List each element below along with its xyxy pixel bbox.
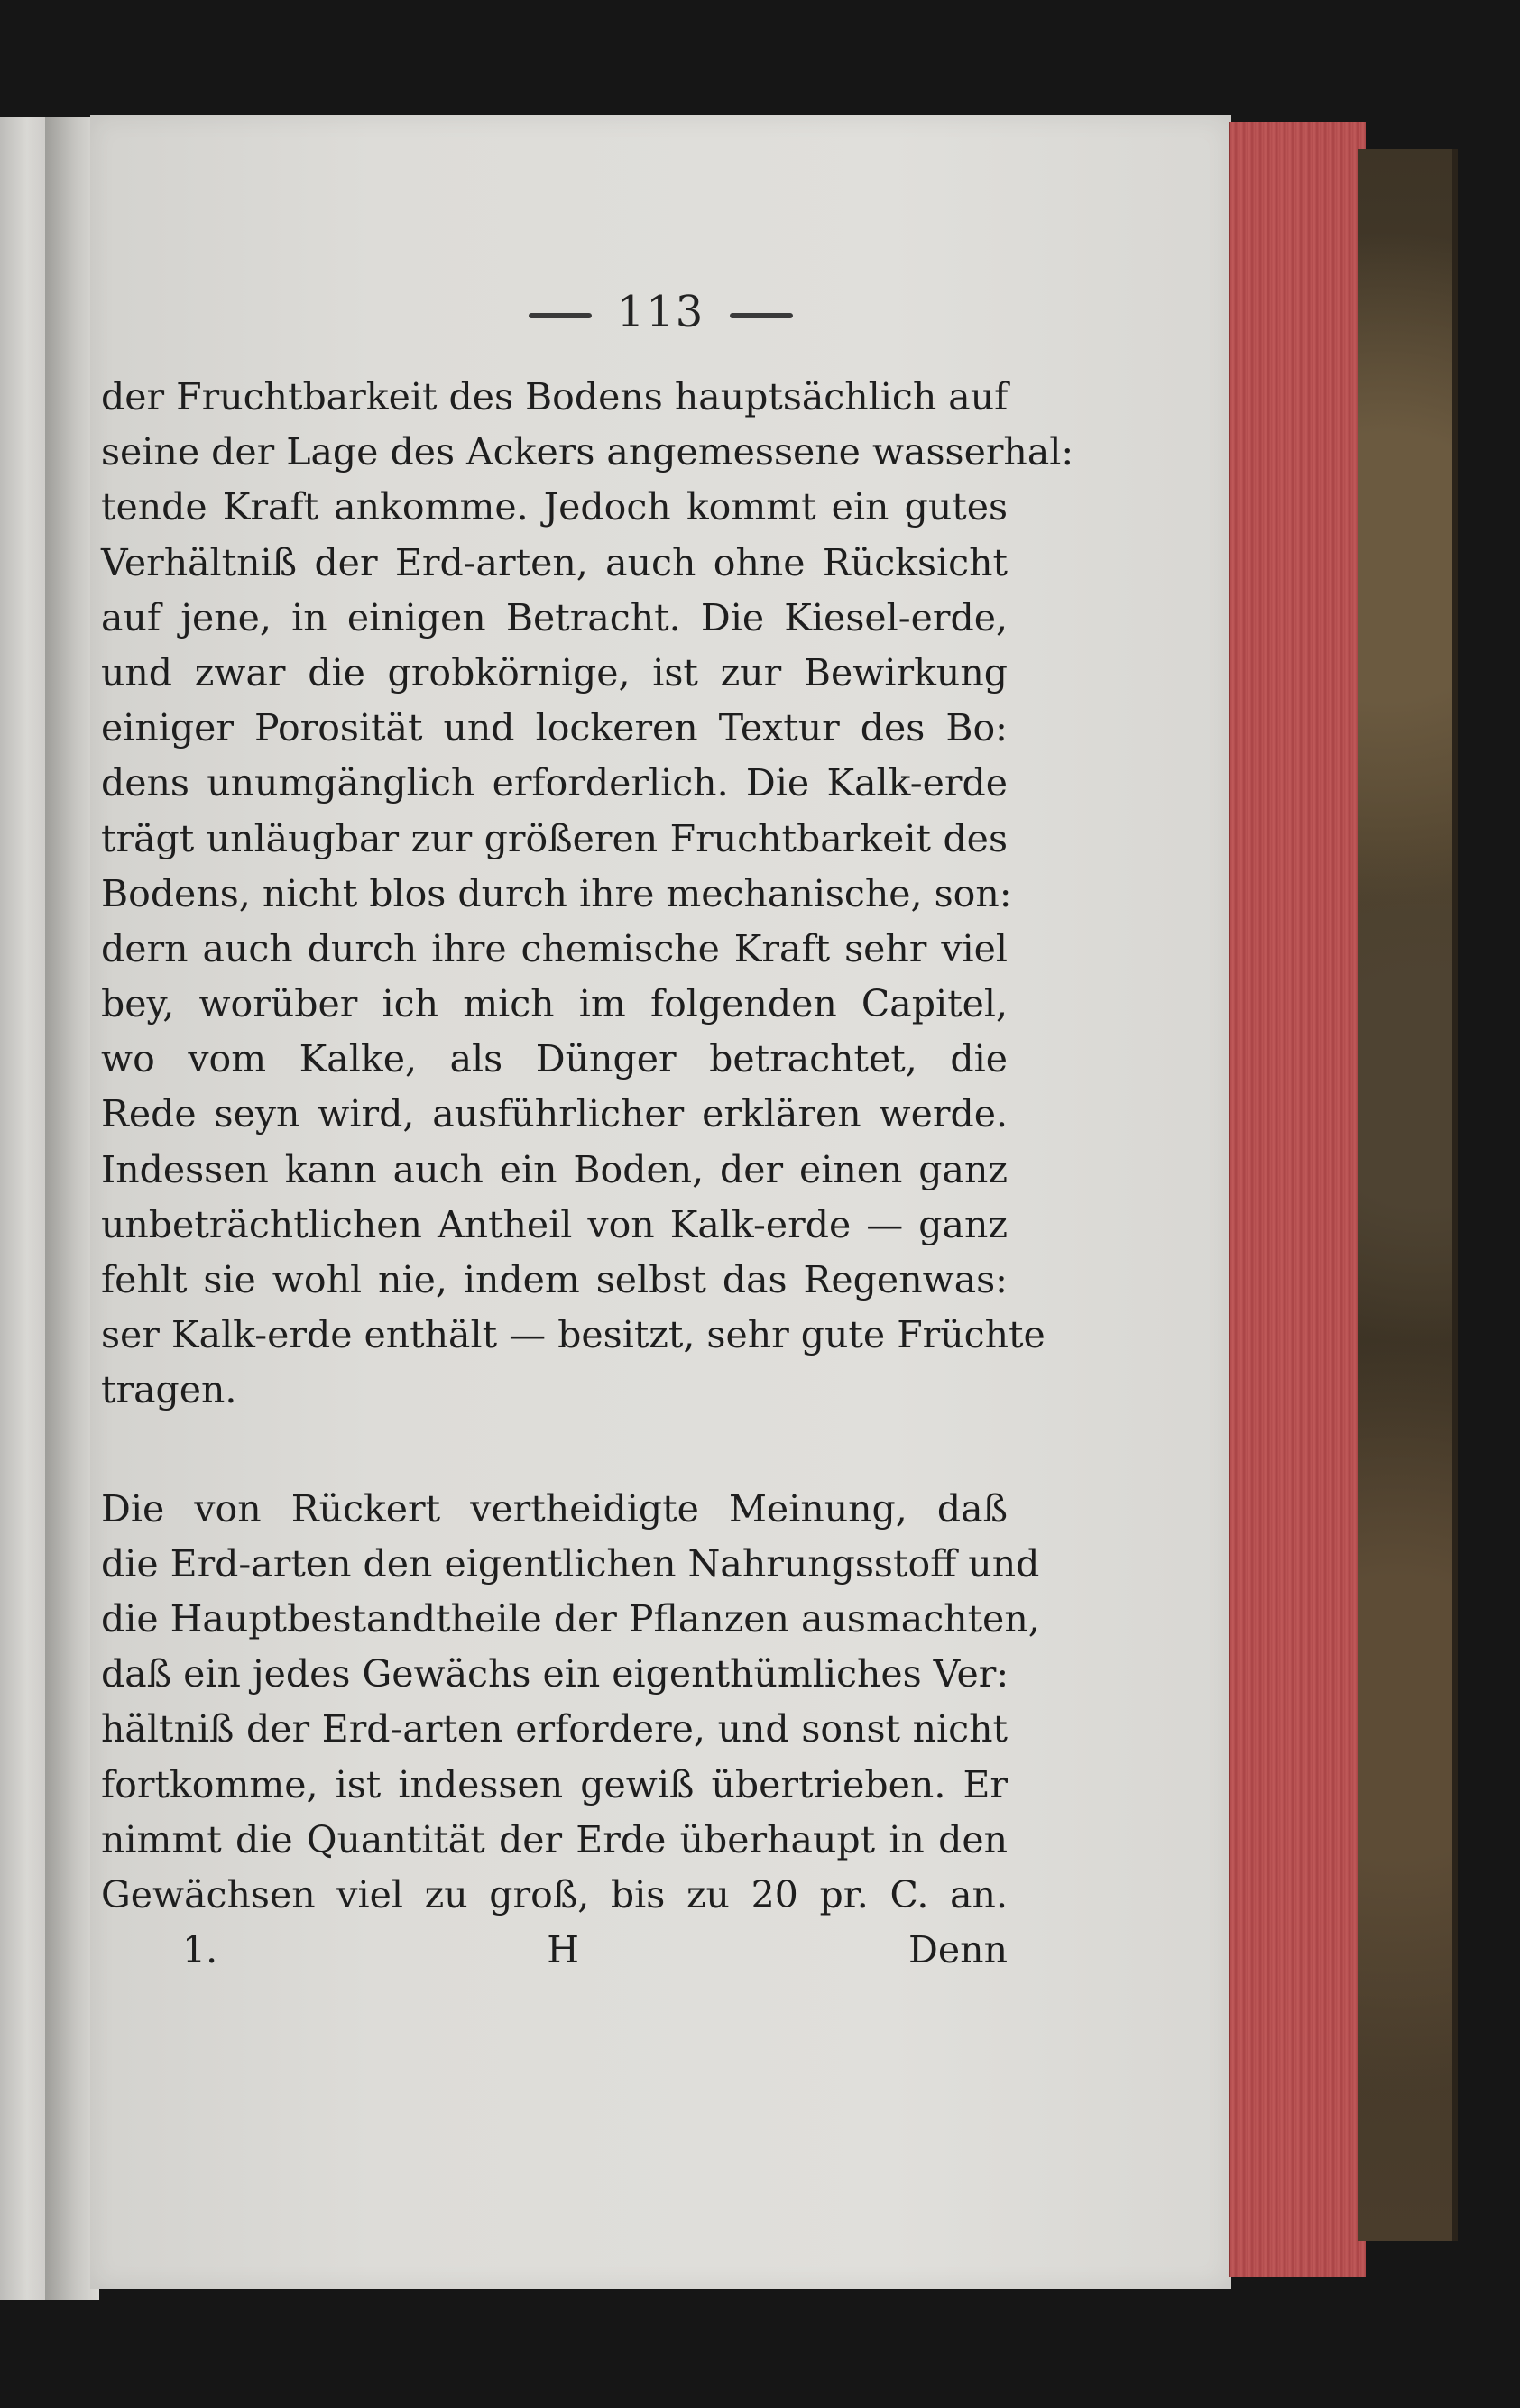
- text-line: Rede seyn wird, ausführlicher erklären werde.: [101, 1092, 1008, 1136]
- page-footer: [101, 1923, 1008, 1978]
- text-line: fortkomme, ist indessen gewiß übertrieben. Er: [101, 1762, 1008, 1806]
- volume-mark: 1.: [182, 1928, 218, 1972]
- text-line: die Erd-arten den eigentlichen Nahrungsstoff und: [101, 1541, 1040, 1585]
- paragraph-2: [101, 1482, 1040, 1924]
- paragraph-gap: [101, 1419, 1008, 1482]
- text-line: daß ein jedes Gewächs ein eigenthümliches Ver:: [101, 1652, 1009, 1696]
- text-line: wo vom Kalke, als Dünger betrachtet, die: [101, 1037, 1008, 1081]
- text-line: und zwar die grobkörnige, ist zur Bewirkung: [101, 650, 1008, 694]
- text-line: nimmt die Quantität der Erde überhaupt in den: [101, 1817, 1008, 1861]
- paragraph-1: [101, 370, 1074, 1419]
- text-line: der Fruchtbarkeit des Bodens hauptsächlich auf: [101, 375, 1009, 418]
- text-line: fehlt sie wohl nie, indem selbst das Regenwas:: [101, 1258, 1008, 1301]
- catchword: Denn: [908, 1928, 1008, 1972]
- marbled-cover: [1358, 149, 1458, 2241]
- text-line: hältniß der Erd-arten erfordere, und sonst nicht: [101, 1707, 1008, 1751]
- text-line: Indessen kann auch ein Boden, der einen ganz: [101, 1147, 1008, 1191]
- text-line: Bodens, nicht blos durch ihre mechanische, son:: [101, 871, 1012, 915]
- text-line: einiger Porosität und lockeren Textur des Bo:: [101, 706, 1008, 750]
- text-line: tende Kraft ankomme. Jedoch kommt ein gutes: [101, 485, 1008, 529]
- signature-mark: H: [547, 1928, 579, 1972]
- header-ornament-right: [730, 313, 793, 318]
- left-page-edge: [0, 117, 47, 2300]
- text-line: seine der Lage des Ackers angemessene wasserhal:: [101, 430, 1074, 474]
- text-line: dern auch durch ihre chemische Kraft sehr viel: [101, 926, 1008, 970]
- header-ornament-left: [529, 313, 592, 318]
- page-number: 113: [616, 287, 705, 337]
- text-line: auf jene, in einigen Betracht. Die Kiesel-erde,: [101, 595, 1008, 639]
- text-line: die Hauptbestandtheile der Pflanzen ausmachten,: [101, 1596, 1040, 1641]
- text-line: Gewächsen viel zu groß, bis zu 20 pr. C. an.: [101, 1872, 1008, 1916]
- red-page-edges: [1229, 122, 1366, 2277]
- text-line: dens unumgänglich erforderlich. Die Kalk-erde: [101, 761, 1008, 805]
- text-line: bey, worüber ich mich im folgenden Capitel,: [101, 982, 1008, 1026]
- text-line: trägt unläugbar zur größeren Fruchtbarkeit des: [101, 816, 1008, 860]
- text-line: unbeträchtlichen Antheil von Kalk-erde — ganz: [101, 1202, 1008, 1246]
- page-header: [90, 287, 1231, 337]
- text-line: Verhältniß der Erd-arten, auch ohne Rücksicht: [101, 540, 1008, 584]
- text-line: Die von Rückert vertheidigte Meinung, daß: [101, 1486, 1008, 1530]
- body-text: [101, 370, 1074, 1978]
- text-line: ser Kalk-erde enthält — besitzt, sehr gute Früchte: [101, 1313, 1046, 1357]
- text-line: tragen.: [101, 1368, 237, 1412]
